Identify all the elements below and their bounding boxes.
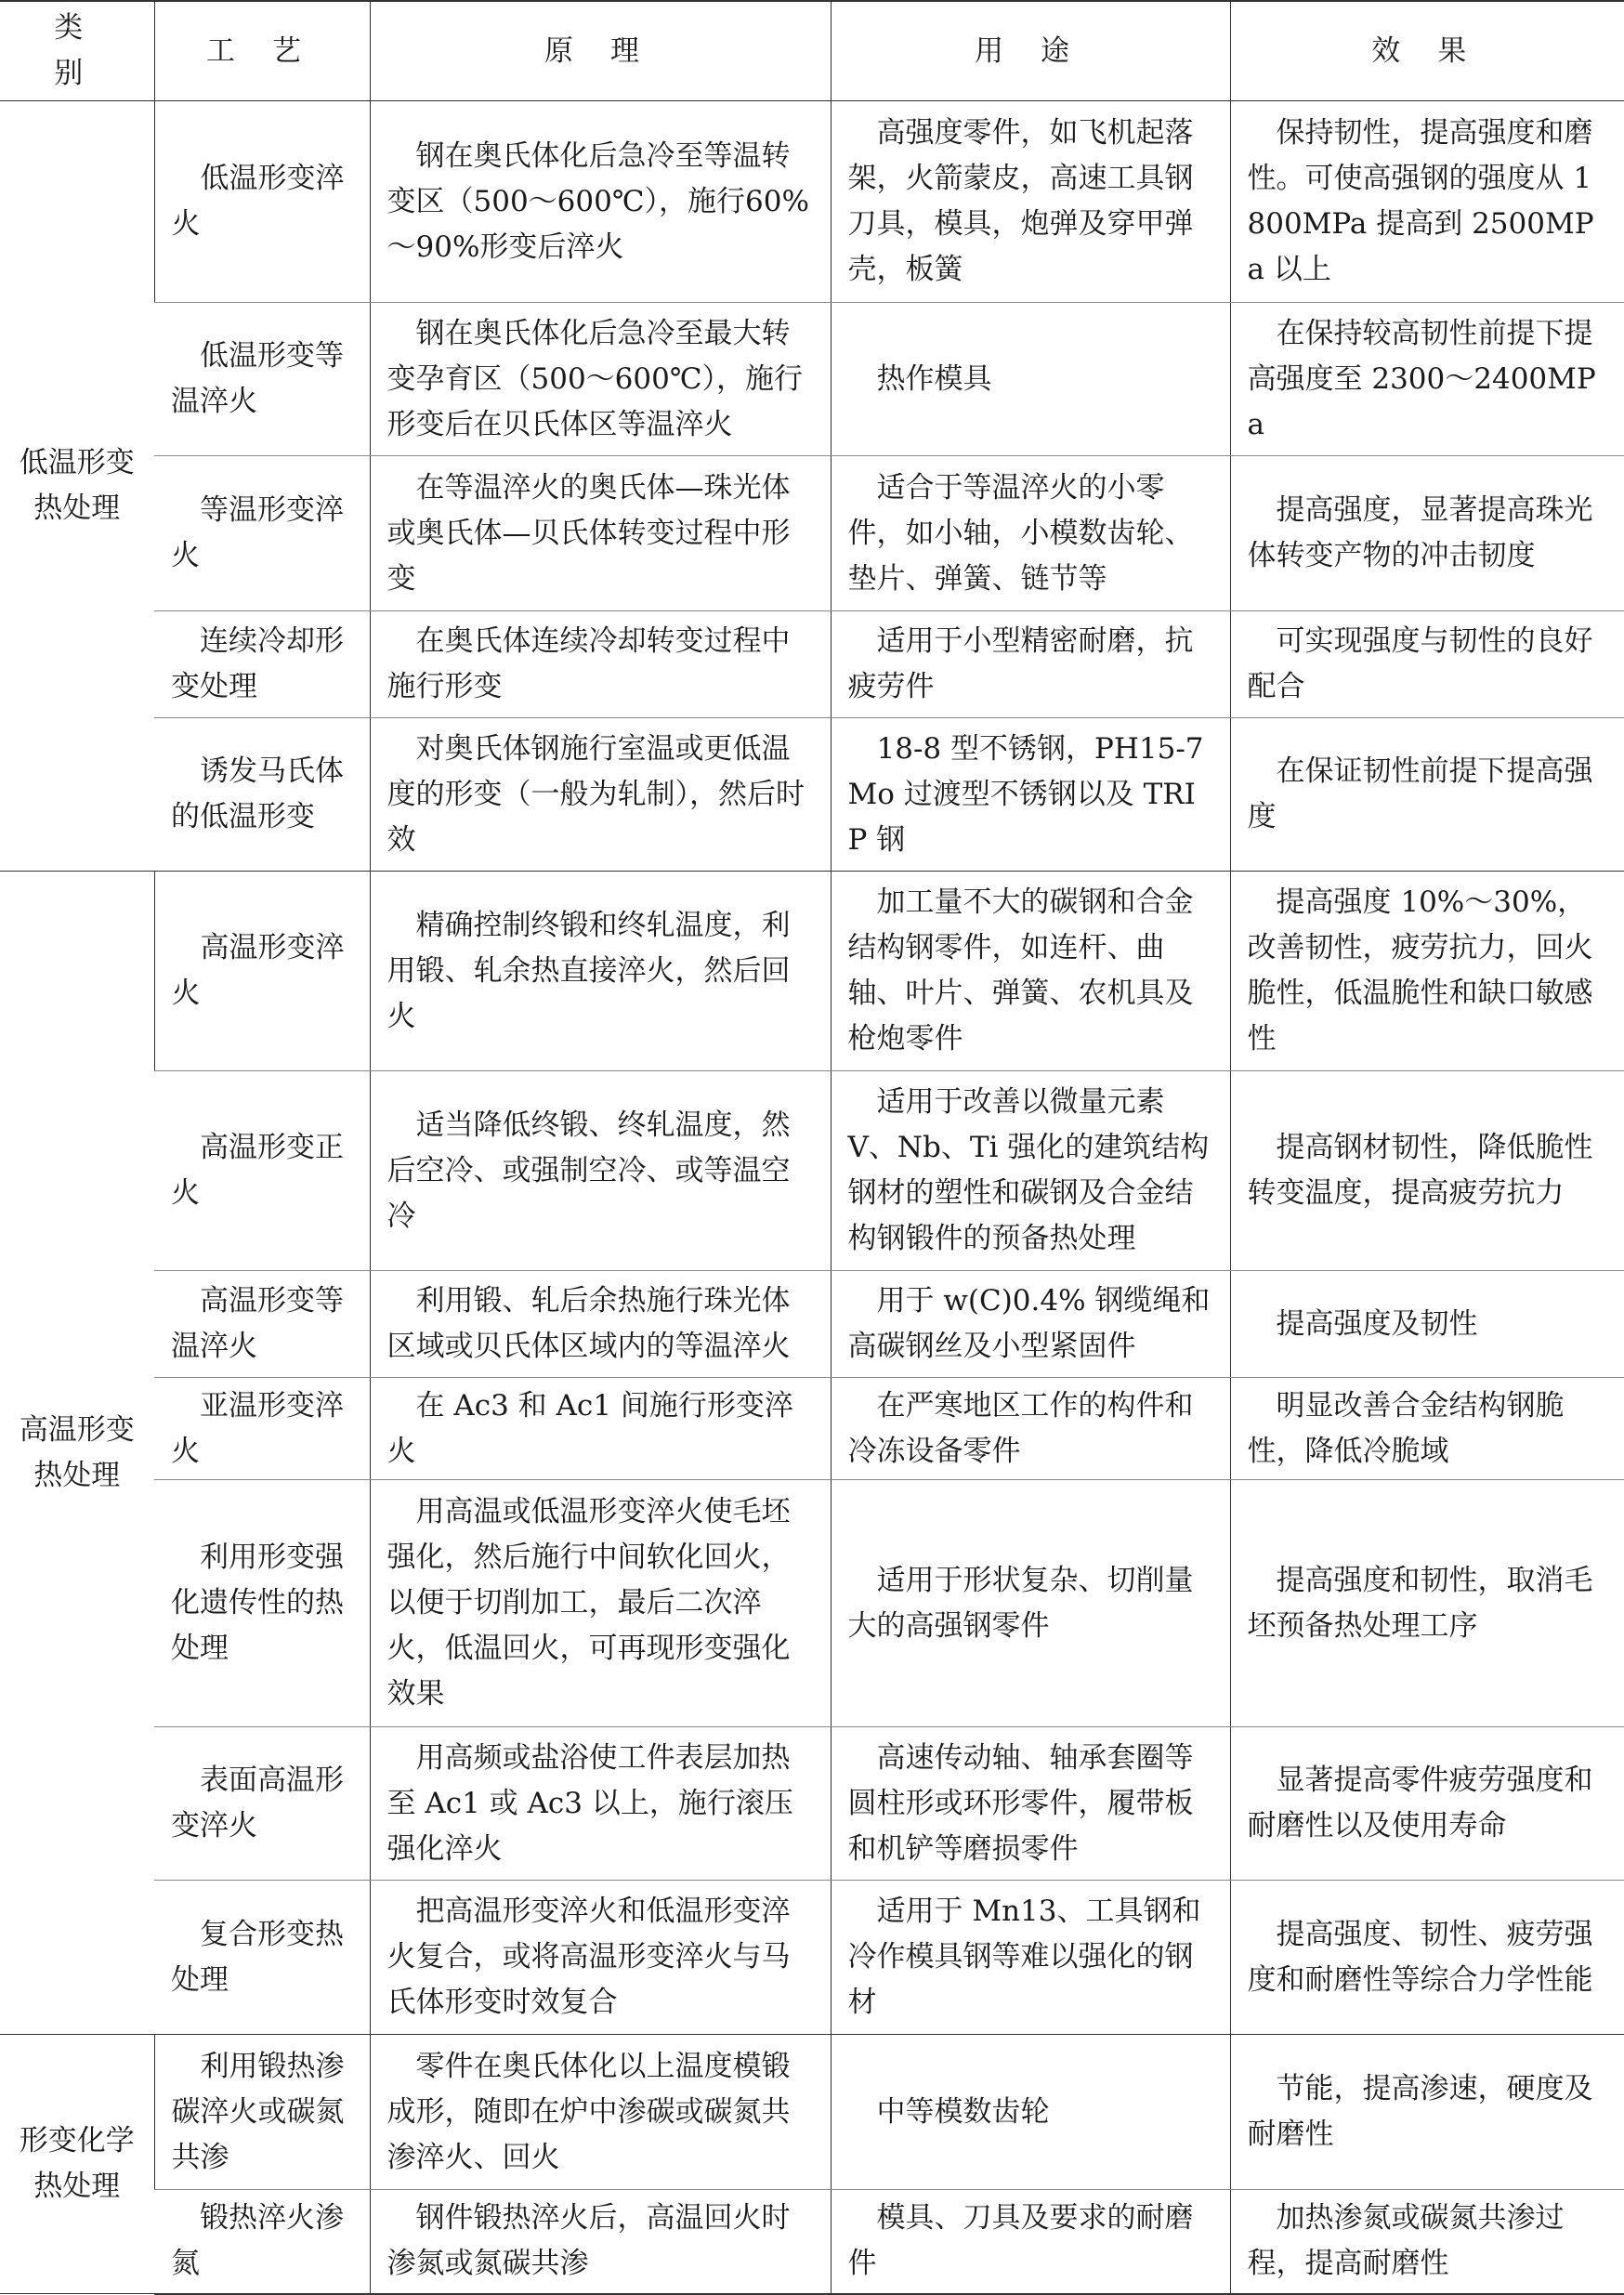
header-row	[0, 1, 1624, 101]
table-row	[0, 456, 1624, 611]
process-cell: 表面高温形变淬火	[154, 1727, 370, 1881]
table-row	[0, 718, 1624, 872]
table-row	[0, 303, 1624, 456]
process-cell: 锻热淬火渗氮	[154, 2190, 370, 2294]
effect-cell: 提高钢材韧性，降低脆性转变温度，提高疲劳抗力	[1230, 1071, 1624, 1271]
principle-cell: 用高温或低温形变淬火使毛坯强化，然后施行中间软化回火，以便于切削加工，最后二次淬火，低温回火，可再现形变强化效果	[370, 1480, 831, 1727]
application-cell: 高强度零件，如飞机起落架，火箭蒙皮，高速工具钢刀具，模具，炮弹及穿甲弹壳，板簧	[831, 101, 1230, 303]
principle-cell: 钢件锻热淬火后，高温回火时渗氮或氮碳共渗	[370, 2190, 831, 2294]
process-cell: 高温形变正火	[154, 1071, 370, 1271]
category-cell: 高温形变热处理	[0, 872, 154, 2035]
effect-cell: 提高强度 10%～30%，改善韧性，疲劳抗力，回火脆性，低温脆性和缺口敏感性	[1230, 872, 1624, 1071]
effect-cell: 提高强度、韧性、疲劳强度和耐磨性等综合力学性能	[1230, 1881, 1624, 2035]
process-cell: 复合形变热处理	[154, 1881, 370, 2035]
table-row	[0, 1071, 1624, 1271]
application-cell: 适合于等温淬火的小零件，如小轴，小模数齿轮、垫片、弹簧、链节等	[831, 456, 1230, 611]
col-header-effect: 效果	[1230, 1, 1624, 101]
process-cell: 等温形变淬火	[154, 456, 370, 611]
effect-cell: 保持韧性，提高强度和磨性。可使高强钢的强度从 1800MPa 提高到 2500MPa 以上	[1230, 101, 1624, 303]
process-cell: 利用锻热渗碳淬火或碳氮共渗	[154, 2035, 370, 2190]
table-row	[0, 1881, 1624, 2035]
principle-cell: 钢在奥氏体化后急冷至等温转变区（500～600℃），施行60%～90%形变后淬火	[370, 101, 831, 303]
table-row	[0, 872, 1624, 1071]
application-cell: 用于 w(C)0.4% 钢缆绳和高碳钢丝及小型紧固件	[831, 1271, 1230, 1378]
process-cell: 诱发马氏体的低温形变	[154, 718, 370, 872]
principle-cell: 在奥氏体连续冷却转变过程中施行形变	[370, 611, 831, 718]
application-cell: 在严寒地区工作的构件和冷冻设备零件	[831, 1378, 1230, 1480]
principle-cell: 用高频或盐浴使工件表层加热至 Ac1 或 Ac3 以上，施行滚压强化淬火	[370, 1727, 831, 1881]
application-cell: 高速传动轴、轴承套圈等圆柱形或环形零件，履带板和机铲等磨损零件	[831, 1727, 1230, 1881]
category-cell: 低温形变热处理	[0, 101, 154, 872]
application-cell: 适用于 Mn13、工具钢和冷作模具钢等难以强化的钢材	[831, 1881, 1230, 2035]
principle-cell: 适当降低终锻、终轧温度，然后空冷、或强制空冷、或等温空冷	[370, 1071, 831, 1271]
effect-cell: 提高强度和韧性，取消毛坯预备热处理工序	[1230, 1480, 1624, 1727]
application-cell: 18-8 型不锈钢，PH15-7Mo 过渡型不锈钢以及 TRIP 钢	[831, 718, 1230, 872]
principle-cell: 把高温形变淬火和低温形变淬火复合，或将高温形变淬火与马氏体形变时效复合	[370, 1881, 831, 2035]
effect-cell: 提高强度及韧性	[1230, 1271, 1624, 1378]
effect-cell: 在保证韧性前提下提高强度	[1230, 718, 1624, 872]
effect-cell: 在保持较高韧性前提下提高强度至 2300～2400MPa	[1230, 303, 1624, 456]
table-header	[0, 1, 1624, 101]
process-cell: 连续冷却形变处理	[154, 611, 370, 718]
process-cell: 利用形变强化遗传性的热处理	[154, 1480, 370, 1727]
effect-cell: 可实现强度与韧性的良好配合	[1230, 611, 1624, 718]
process-cell: 亚温形变淬火	[154, 1378, 370, 1480]
application-cell: 适用于小型精密耐磨，抗疲劳件	[831, 611, 1230, 718]
table-row	[0, 1378, 1624, 1480]
process-cell: 高温形变淬火	[154, 872, 370, 1071]
principle-cell: 零件在奥氏体化以上温度模锻成形，随即在炉中渗碳或碳氮共渗淬火、回火	[370, 2035, 831, 2190]
application-cell: 模具、刀具及要求的耐磨件	[831, 2190, 1230, 2294]
principle-cell: 在等温淬火的奥氏体—珠光体或奥氏体—贝氏体转变过程中形变	[370, 456, 831, 611]
principle-cell: 利用锻、轧后余热施行珠光体区域或贝氏体区域内的等温淬火	[370, 1271, 831, 1378]
col-header-category: 类别	[0, 1, 154, 101]
principle-cell: 精确控制终锻和终轧温度，利用锻、轧余热直接淬火，然后回火	[370, 872, 831, 1071]
table-row	[0, 2035, 1624, 2190]
application-cell: 热作模具	[831, 303, 1230, 456]
effect-cell: 显著提高零件疲劳强度和耐磨性以及使用寿命	[1230, 1727, 1624, 1881]
table-row	[0, 1480, 1624, 1727]
effect-cell: 节能，提高渗速，硬度及耐磨性	[1230, 2035, 1624, 2190]
effect-cell: 提高强度，显著提高珠光体转变产物的冲击韧度	[1230, 456, 1624, 611]
process-cell: 低温形变淬火	[154, 101, 370, 303]
principle-cell: 对奥氏体钢施行室温或更低温度的形变（一般为轧制），然后时效	[370, 718, 831, 872]
col-header-principle: 原理	[370, 1, 831, 101]
process-cell: 低温形变等温淬火	[154, 303, 370, 456]
principle-cell: 在 Ac3 和 Ac1 间施行形变淬火	[370, 1378, 831, 1480]
table-row	[0, 1727, 1624, 1881]
col-header-process: 工艺	[154, 1, 370, 101]
principle-cell: 钢在奥氏体化后急冷至最大转变孕育区（500～600℃），施行形变后在贝氏体区等温淬火	[370, 303, 831, 456]
category-cell: 形变化学热处理	[0, 2035, 154, 2294]
process-cell: 高温形变等温淬火	[154, 1271, 370, 1378]
application-cell: 加工量不大的碳钢和合金结构钢零件，如连杆、曲轴、叶片、弹簧、农机具及枪炮零件	[831, 872, 1230, 1071]
table-row	[0, 101, 1624, 303]
application-cell: 适用于形状复杂、切削量大的高强钢零件	[831, 1480, 1230, 1727]
effect-cell: 明显改善合金结构钢脆性，降低冷脆域	[1230, 1378, 1624, 1480]
table-row	[0, 1271, 1624, 1378]
table-row	[0, 611, 1624, 718]
col-header-application: 用途	[831, 1, 1230, 101]
effect-cell: 加热渗氮或碳氮共渗过程，提高耐磨性	[1230, 2190, 1624, 2294]
table-row	[0, 2190, 1624, 2294]
application-cell: 适用于改善以微量元素 V、Nb、Ti 强化的建筑结构钢材的塑性和碳钢及合金结构钢锻件的预备热处理	[831, 1071, 1230, 1271]
application-cell: 中等模数齿轮	[831, 2035, 1230, 2190]
